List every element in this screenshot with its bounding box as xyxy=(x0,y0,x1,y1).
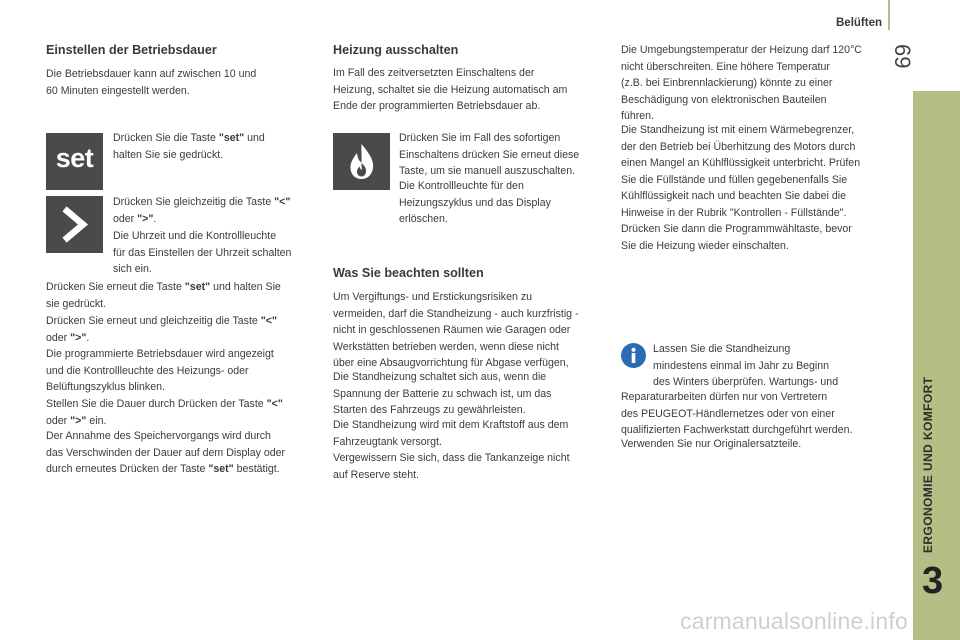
step-arrows: Drücken Sie gleichzeitig die Taste "<" oder ">". xyxy=(113,196,291,225)
section-title: Belüften xyxy=(836,17,882,29)
info2: Reparaturarbeiten dürfen nur von Vertretern des PEUGEOT-Händlernetzes oder von einer qualifizierten Fachwerkstatt durchgeführt werden. xyxy=(621,391,853,436)
chapter-tab xyxy=(913,91,960,640)
info3: Verwenden Sie nur Originalersatzteile. xyxy=(621,438,802,450)
col1-intro: Die Betriebsdauer kann auf zwischen 10 und 60 Minuten eingestellt werden. xyxy=(46,68,257,97)
col1-title: Einstellen der Betriebsdauer xyxy=(46,43,217,57)
note3: Die Standheizung wird mit dem Kraftstoff aus dem Fahrzeugtank versorgt. xyxy=(333,419,569,448)
step-set: Drücken Sie die Taste "set" und halten Sie sie gedrückt. xyxy=(113,132,265,161)
set-key-icon xyxy=(46,133,103,190)
col1-para3: Die programmierte Betriebsdauer wird angezeigt und die Kontrollleuchte des Heizungs- oder Belüftungszyklus blinken. xyxy=(46,348,274,393)
col3-para1: Die Umgebungstemperatur der Heizung darf 120°C nicht überschreiten. Eine höhere Temperatur (z.B. bei Einbrennlackierung) könnte zu einer Beschädigung von elektronischen Bauteilen führen. xyxy=(621,44,862,122)
chapter-title: ERGONOMIE UND KOMFORT xyxy=(921,376,935,553)
set-key-label: set xyxy=(55,143,94,173)
info-icon xyxy=(621,343,646,368)
col1-para2: Drücken Sie erneut und gleichzeitig die Taste "<" oder ">". xyxy=(46,315,277,344)
heater-key-icon xyxy=(333,133,390,190)
chevron-right-icon xyxy=(46,196,103,253)
col2-title-note: Was Sie beachten sollten xyxy=(333,266,484,280)
off-step1: Drücken Sie im Fall des sofortigen Einschaltens drücken Sie erneut diese Taste, um sie manuell auszuschalten. xyxy=(399,132,580,177)
col2-title-off: Heizung ausschalten xyxy=(333,43,459,57)
flame-icon xyxy=(333,133,390,190)
note4: Vergewissern Sie sich, dass die Tankanzeige nicht auf Reserve steht. xyxy=(333,452,570,481)
col3-para2: Die Standheizung ist mit einem Wärmebegrenzer, der den Betrieb bei Überhitzung des Motors durch einen Mangel an Kühlflüssigkeit unterbricht. Prüfen Sie die Füllstände und füllen gegebenenfalls Sie Kühlflüssigkeit nach und beachten Sie dabei die Hinweise in der Rubrik "Kontrollen - Füllstände". Drücken Sie dann die Programmwähltaste, bevor Sie die Heizung wieder einschalten. xyxy=(621,124,861,252)
col1-para5: Der Annahme des Speichervorgangs wird durch das Verschwinden der Dauer auf dem Display oder durch erneutes Drücken der Taste "set" bestätigt. xyxy=(46,430,286,475)
note1: Um Vergiftungs- und Erstickungsrisiken zu vermeiden, darf die Standheizung - auch kurzfristig - nicht in geschlossenen Räumen wie Garagen oder Werkstätten betrieben werden, wenn diese nicht über eine Absaugvorrichtung für Abgase verfügen, xyxy=(333,291,579,369)
header-rule xyxy=(888,0,890,30)
chapter-number: 3 xyxy=(922,560,944,602)
step-blink: Die Uhrzeit und die Kontrollleuchte für das Einstellen der Uhrzeit schalten sich ein. xyxy=(113,230,292,275)
info-glyph-icon xyxy=(621,343,646,368)
note2: Die Standheizung schaltet sich aus, wenn die Spannung der Batterie zu schwach ist, um das Starten des Fahrzeugs zu gewährleisten. xyxy=(333,371,552,416)
watermark: carmanualsonline.info xyxy=(680,608,908,634)
info1: Lassen Sie die Standheizung mindestens einmal im Jahr zu Beginn des Winters überprüfen. Wartungs- und xyxy=(653,343,839,388)
off-step2: Die Kontrollleuchte für den Heizungszyklus und das Display erlöschen. xyxy=(399,180,551,225)
off-intro: Im Fall des zeitversetzten Einschaltens der Heizung, schaltet sie die Heizung automatisch am Ende der programmierten Betriebsdauer ab. xyxy=(333,67,568,112)
page-number: 69 xyxy=(890,44,915,69)
arrow-key-icon xyxy=(46,196,103,253)
col1-para4: Stellen Sie die Dauer durch Drücken der Taste "<" oder ">" ein. xyxy=(46,398,283,427)
col1-para1: Drücken Sie erneut die Taste "set" und halten Sie sie gedrückt. xyxy=(46,281,281,310)
